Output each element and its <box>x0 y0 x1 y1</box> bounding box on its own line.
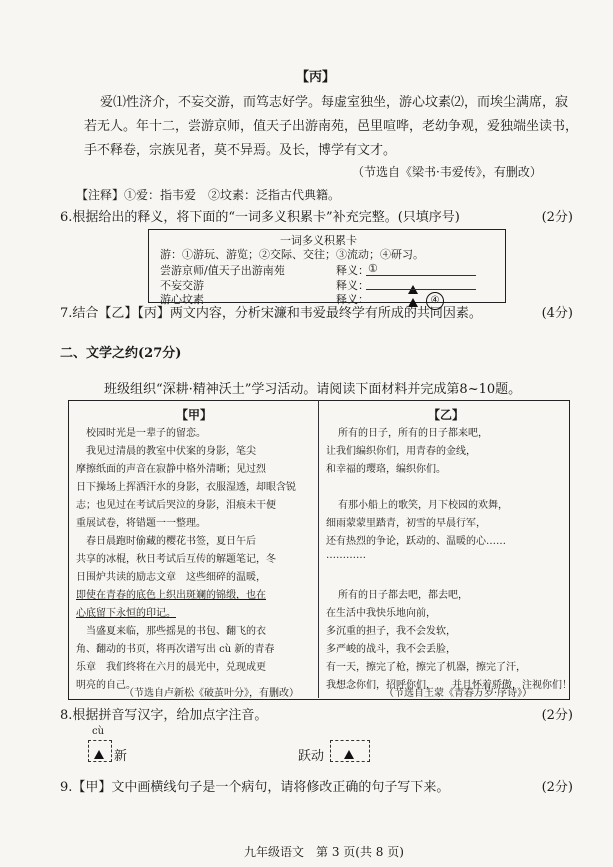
answer-line <box>366 289 476 290</box>
jia-line: 摩擦纸面的声音在寂静中格外清晰；见过烈 <box>76 464 266 475</box>
yi-line: 所有的日子都去吧，都去吧， <box>338 590 468 601</box>
bing-source: （节选自《梁书·韦爱传》，有删改） <box>352 165 542 179</box>
bing-line: 若无人。年十二，尝游京师，值天子出游南苑，邑里喧哗，老幼争观，爱独端坐读书， <box>84 119 579 134</box>
jia-line: 明亮的自己。 <box>76 680 136 691</box>
ink-mark-triangle <box>344 744 354 763</box>
vocab-card-phrase: 游心坟素 <box>160 293 204 306</box>
yi-heading: 【乙】 <box>428 408 465 422</box>
jia-underlined-line: 心底留下永恒的印记。 <box>76 608 176 619</box>
yi-line: 多严峻的战斗，我不会丢脸， <box>326 644 456 655</box>
yi-source: （节选自王蒙《青春万岁·序诗》） <box>384 688 533 699</box>
yi-line: 有一天，擦完了枪，擦完了机器，擦完了汗， <box>326 662 526 673</box>
yi-line: 所有的日子，所有的日子都来吧， <box>338 428 488 439</box>
question-8-score: (2分) <box>541 708 573 723</box>
vocab-card-definitions: 游：①游玩、游览；②交际、交往；③流动；④研习。 <box>160 248 424 261</box>
bing-line: 手不释卷，宗族见者，莫不异焉。及长，博学有文才。 <box>84 143 397 158</box>
yi-line: 有那小船上的歌笑，月下校园的欢舞， <box>338 500 508 511</box>
yi-line: 并且怀着骄傲，注视你们！ <box>452 680 572 691</box>
jia-line: 乐章 我们终将在六月的晨光中，兑现成更 <box>76 662 266 673</box>
bing-notes: 【注释】①爱：指韦爱 ②坟素：泛指古代典籍。 <box>76 188 341 202</box>
yi-line: 让我们编织你们，用青春的金线， <box>326 446 476 457</box>
question-9: 9.【甲】文中画横线句子是一个病句，请将修改正确的句子写下来。 <box>60 780 450 795</box>
jia-line: 当盛夏来临，那些摇晃的书包、翻飞的衣 <box>86 626 266 637</box>
jia-line: 角、翻动的书页，将再次谱写出 cù 新的青春 <box>76 644 275 655</box>
yi-line: 在生活中我快乐地向前， <box>326 608 436 619</box>
jia-line: 重展试卷，将错题一一整理。 <box>76 518 206 529</box>
yi-line: ………… <box>326 550 366 561</box>
answer-line <box>366 275 476 276</box>
page-footer: 九年级语文 第 3 页(共 8 页) <box>244 845 404 859</box>
question-8: 8.根据拼音写汉字，给加点字注音。 <box>60 708 268 723</box>
jia-source: （节选自卢新松《破茧叶分》，有删改） <box>124 688 299 699</box>
ink-mark-triangle <box>94 744 104 763</box>
jia-line: 我见过清晨的教室中伏案的身影，笔尖 <box>86 446 256 457</box>
question-7-score: (4分) <box>541 306 573 321</box>
yi-line: 和幸福的璎珞，编织你们。 <box>326 464 446 475</box>
vocab-card-title: 一词多义积累卡 <box>280 234 357 247</box>
word-suffix: 新 <box>114 749 128 764</box>
jia-line: 日围炉共读的励志文章 这些细碎的温暖， <box>76 572 266 583</box>
section-title: 二、文学之约(27分) <box>60 346 182 361</box>
question-7: 7.结合【乙】【丙】两文内容，分析宋濂和韦爱最终学有所成的共同因素。 <box>60 306 482 321</box>
jia-line: 春日晨跑时偷藏的樱花书签，夏日午后 <box>86 536 256 547</box>
jia-line: 日下操场上挥洒汗水的身影，衣服湿透，却眼含锐 <box>76 482 296 493</box>
question-6: 6.根据给出的释义，将下面的“一词多义积累卡”补充完整。(只填序号) <box>60 210 460 225</box>
word-prefix: 跃动 <box>298 749 325 764</box>
yi-line: 我想念你们，招呼你们， <box>326 680 436 691</box>
jia-line: 志；也见过在考试后哭泣的身影，泪痕未干便 <box>76 500 276 511</box>
question-6-score: (2分) <box>541 210 573 225</box>
vocab-card-label: 释义： <box>336 279 369 292</box>
pinyin-label: cù <box>92 726 105 737</box>
vocab-card-label: 释义： <box>336 264 369 277</box>
question-9-score: (2分) <box>541 780 573 795</box>
jia-line: 校园时光是一辈子的留恋。 <box>86 428 206 439</box>
jia-heading: 【甲】 <box>176 408 213 422</box>
vocab-card-label: 释义： <box>336 293 369 306</box>
circled-answer: ④ <box>426 288 444 310</box>
yi-line: 多沉重的担子，我不会发软， <box>326 626 456 637</box>
vocab-card-phrase: 尝游京师/值天子出游南苑 <box>160 264 285 277</box>
bing-heading: 【丙】 <box>296 70 336 85</box>
jia-underlined-line: 即使在青春的底色上织出斑斓的锦缎，也在 <box>76 590 266 601</box>
yi-line: 还有热烈的争论，跃动的、温暖的心…… <box>326 536 506 547</box>
jia-line: 共享的冰棍，秋日考试后互传的解题笔记，冬 <box>76 554 276 565</box>
vocab-card-phrase: 不妄交游 <box>160 279 204 292</box>
bing-line: 爱⑴性济介，不妄交游，而笃志好学。每虚室独坐，游心坟素⑵，而埃尘满席，寂 <box>100 95 569 110</box>
vocab-card-answer: ① <box>368 262 378 275</box>
column-divider <box>318 400 319 698</box>
section-intro: 班级组织“深耕·精神沃土”学习活动。请阅读下面材料并完成第8~10题。 <box>104 382 522 397</box>
yi-line: 细雨蒙蒙里踏青，初雪的早晨行军， <box>326 518 486 529</box>
